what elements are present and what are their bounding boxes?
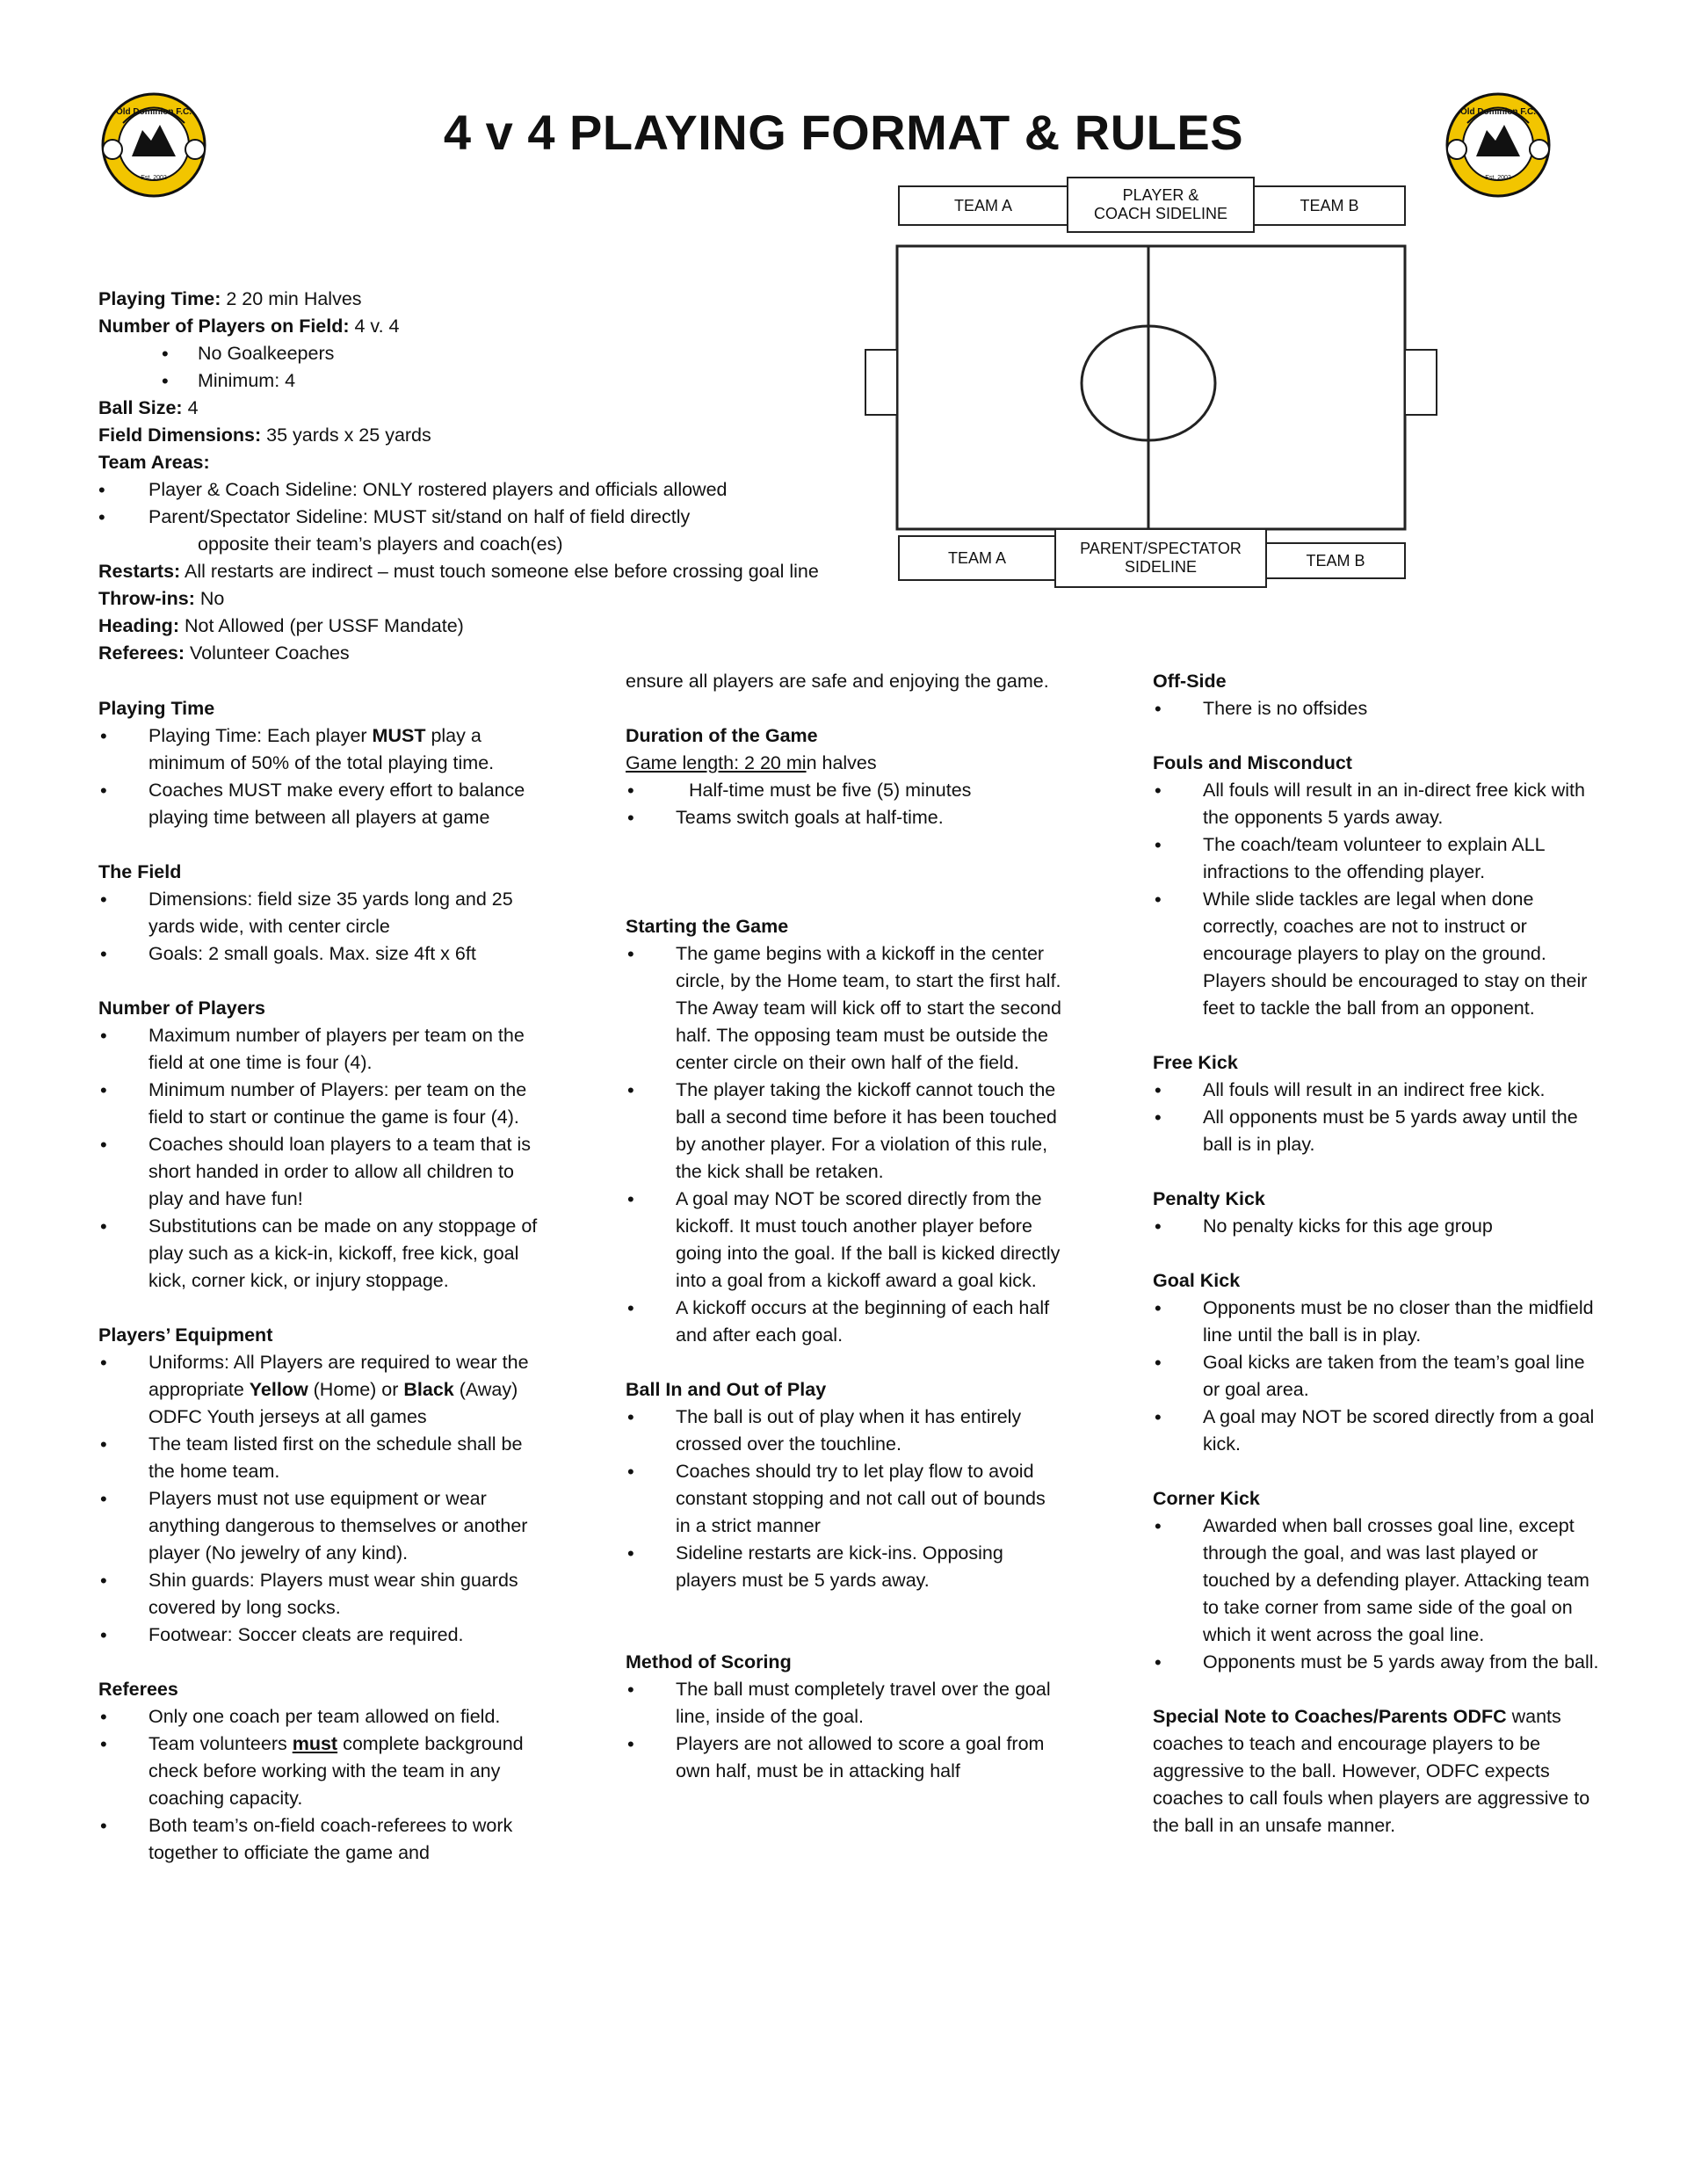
list-item <box>98 1349 538 1431</box>
section-playing-time <box>98 695 538 831</box>
list-item: • Half-time must be five (5) minutes <box>626 777 1065 804</box>
list-item: • Minimum number of Players: per team on the field to start or continue the game is four (4). <box>98 1077 538 1131</box>
section-heading: Method of Scoring <box>626 1651 792 1672</box>
sideline-label-line: PLAYER & <box>1122 186 1199 204</box>
team-a-top-label: TEAM A <box>953 196 1012 214</box>
section-duration <box>626 722 1065 831</box>
section-heading: Starting the Game <box>626 916 789 937</box>
info-label: Referees: <box>98 642 185 664</box>
field-diagram <box>857 176 1524 593</box>
player-coach-sideline-label <box>1068 178 1254 232</box>
list-item: • Minimum: 4 <box>98 367 907 395</box>
section-heading: Players’ Equipment <box>98 1324 273 1346</box>
text-run: Game length: 2 20 mi <box>626 752 807 773</box>
continued-text: ensure all players are safe and enjoying the game. <box>626 671 1049 692</box>
section-special-note <box>1153 1703 1601 1839</box>
section-goal-kick <box>1153 1267 1601 1458</box>
section-heading: Fouls and Misconduct <box>1153 752 1352 773</box>
list-item: • Opponents must be 5 yards away from the ball. <box>1153 1649 1601 1676</box>
info-label: Throw-ins: <box>98 588 195 609</box>
text-run: Uniforms: All Players are required to wear the appropriate <box>148 1352 529 1400</box>
list-item: • Both team’s on-field coach-referees to work together to officiate the game and <box>98 1812 538 1867</box>
page-title: 4 v 4 PLAYING FORMAT & RULES <box>443 105 1244 160</box>
section-heading: Referees <box>98 1679 178 1700</box>
list-item: • A goal may NOT be scored directly from a goal kick. <box>1153 1404 1601 1458</box>
list-item: • Coaches should try to let play flow to avoid constant stopping and not call out of bounds in a strict manner <box>626 1458 1065 1540</box>
text-run: MUST <box>372 725 426 746</box>
info-value: 4 <box>182 397 199 418</box>
list-item: • Footwear: Soccer cleats are required. <box>98 1622 538 1649</box>
info-value: 2 20 min Halves <box>221 288 362 309</box>
field-dims-row <box>98 422 907 449</box>
text-run: Team volunteers <box>148 1733 293 1754</box>
list-item: • While slide tackles are legal when done correctly, coaches are not to instruct or encourage players to play on the ground. Players should be encouraged to stay on their feet to tackle the ball from an opponent. <box>1153 886 1601 1022</box>
list-item: • The team listed first on the schedule shall be the home team. <box>98 1431 538 1485</box>
section-field <box>98 859 538 968</box>
list-item: • Teams switch goals at half-time. <box>626 804 1065 831</box>
section-offside <box>1153 668 1601 722</box>
list-item: • No penalty kicks for this age group <box>1153 1213 1601 1240</box>
info-label: Ball Size: <box>98 397 183 418</box>
logo-est: Est. 2002 <box>1485 175 1511 181</box>
info-label: Team Areas: <box>98 452 210 473</box>
info-label: Heading: <box>98 615 179 636</box>
text-run: Special Note to Coaches/Parents ODFC <box>1153 1706 1507 1727</box>
team-a-bottom-label: TEAM A <box>947 548 1006 567</box>
rules-column-3 <box>1153 668 1601 1867</box>
info-value: All restarts are indirect – must touch someone else before crossing goal line <box>180 561 819 582</box>
team-areas-row <box>98 449 907 476</box>
info-label: Playing Time: <box>98 288 221 309</box>
spacer <box>626 1622 1065 1649</box>
section-fouls <box>1153 750 1601 1022</box>
list-item: • The player taking the kickoff cannot touch the ball a second time before it has been touched by another player. For a violation of this rule, the kick shall be retaken. <box>626 1077 1065 1186</box>
list-item: • No Goalkeepers <box>98 340 907 367</box>
list-item: • A goal may NOT be scored directly from the kickoff. It must touch another player before going into the goal. If the ball is kicked directly into a goal from a kickoff award a goal kick. <box>626 1186 1065 1295</box>
section-free-kick <box>1153 1049 1601 1158</box>
text-run: wants coaches to teach and encourage players to be aggressive to the ball. However, ODFC expects coaches to call fouls when players are aggressive to the ball in an unsafe manner. <box>1153 1706 1590 1836</box>
list-item: • Shin guards: Players must wear shin guards covered by long socks. <box>98 1567 538 1622</box>
referees-row <box>98 640 907 667</box>
list-item: • Players must not use equipment or wear anything dangerous to themselves or another player (No jewelry of any kind). <box>98 1485 538 1567</box>
list-item: • The coach/team volunteer to explain ALL infractions to the offending player. <box>1153 831 1601 886</box>
logo-text: Old Dominion F.C. <box>115 107 192 117</box>
list-item: • Player & Coach Sideline: ONLY rostered players and officials allowed <box>98 476 907 504</box>
list-item: • Goal kicks are taken from the team’s goal line or goal area. <box>1153 1349 1601 1404</box>
section-continued <box>626 668 1065 695</box>
list-item <box>98 722 538 777</box>
section-heading: The Field <box>98 861 182 882</box>
rules-column-1 <box>98 668 538 1894</box>
list-item: • All fouls will result in an indirect free kick. <box>1153 1077 1601 1104</box>
list-item: • Maximum number of players per team on the field at one time is four (4). <box>98 1022 538 1077</box>
text-run: Black <box>403 1379 454 1400</box>
section-ball-in-out <box>626 1376 1065 1594</box>
ball-size-row <box>98 395 907 422</box>
section-heading: Free Kick <box>1153 1052 1238 1073</box>
info-value: 4 v. 4 <box>349 316 400 337</box>
section-starting <box>626 913 1065 1349</box>
section-corner-kick <box>1153 1485 1601 1676</box>
team-b-top-label: TEAM B <box>1300 196 1359 214</box>
text-run: play a minimum of 50% of the total playing time. <box>148 725 495 773</box>
info-value: No <box>194 588 225 609</box>
playing-time-row <box>98 286 907 313</box>
list-item: • Coaches should loan players to a team that is short handed in order to allow all children to play and have fun! <box>98 1131 538 1213</box>
info-value: Not Allowed (per USSF Mandate) <box>178 615 464 636</box>
info-value: Volunteer Coaches <box>185 642 350 664</box>
sideline-label-line: COACH SIDELINE <box>1093 205 1228 222</box>
section-heading: Goal Kick <box>1153 1270 1241 1291</box>
list-item <box>98 1731 538 1812</box>
num-players-row <box>98 313 907 340</box>
section-penalty-kick <box>1153 1186 1601 1240</box>
list-item: • The ball must completely travel over the goal line, inside of the goal. <box>626 1676 1065 1731</box>
throw-ins-row <box>98 585 907 613</box>
parent-spectator-sideline-label <box>1055 529 1266 587</box>
section-heading: Duration of the Game <box>626 725 818 746</box>
text-run: must <box>292 1733 338 1754</box>
logo-est: Est. 2002 <box>141 175 167 181</box>
list-item: • Only one coach per team allowed on field. <box>98 1703 538 1731</box>
info-value: 35 yards x 25 yards <box>261 424 431 446</box>
list-item: • All opponents must be 5 yards away until the ball is in play. <box>1153 1104 1601 1158</box>
team-b-bottom-label: TEAM B <box>1306 551 1365 570</box>
list-item: • Players are not allowed to score a goal from own half, must be in attacking half <box>626 1731 1065 1785</box>
text-run: Yellow <box>249 1379 308 1400</box>
list-item: • A kickoff occurs at the beginning of each half and after each goal. <box>626 1295 1065 1349</box>
list-item: • There is no offsides <box>1153 695 1601 722</box>
list-item: • The game begins with a kickoff in the center circle, by the Home team, to start the first half. The Away team will kick off to start the second half. The opposing team must be outside the center circle on their own half of the field. <box>626 940 1065 1077</box>
list-item: • Substitutions can be made on any stoppage of play such as a kick-in, kickoff, free kick, goal kick, corner kick, or injury stoppage. <box>98 1213 538 1295</box>
section-heading: Playing Time <box>98 698 215 719</box>
rules-column-2 <box>626 668 1065 1812</box>
list-item: • Sideline restarts are kick-ins. Opposing players must be 5 yards away. <box>626 1540 1065 1594</box>
section-heading: Number of Players <box>98 998 265 1019</box>
special-note <box>1153 1703 1601 1839</box>
spacer <box>626 859 1065 913</box>
list-item: • Opponents must be no closer than the midfield line until the ball is in play. <box>1153 1295 1601 1349</box>
info-label: Field Dimensions: <box>98 424 262 446</box>
list-item: • Parent/Spectator Sideline: MUST sit/stand on half of field directly <box>98 504 907 531</box>
list-item-continued: opposite their team’s players and coach(es) <box>198 533 563 555</box>
section-heading: Penalty Kick <box>1153 1188 1265 1209</box>
section-scoring <box>626 1649 1065 1785</box>
section-referees <box>98 1676 538 1867</box>
game-length <box>626 750 1065 777</box>
list-item: • Coaches MUST make every effort to balance playing time between all players at game <box>98 777 538 831</box>
text-run: n halves <box>806 752 877 773</box>
heading-row <box>98 613 907 640</box>
text-run: Playing Time: Each player <box>148 725 373 746</box>
restarts-row <box>98 558 907 585</box>
section-heading: Off-Side <box>1153 671 1227 692</box>
summary-info <box>98 286 907 667</box>
text-run: (Away) ODFC Youth jerseys at all games <box>148 1379 518 1427</box>
section-heading: Corner Kick <box>1153 1488 1260 1509</box>
section-equipment <box>98 1322 538 1649</box>
sideline-label-line: PARENT/SPECTATOR <box>1080 540 1242 557</box>
section-number-of-players <box>98 995 538 1295</box>
list-item: • The ball is out of play when it has entirely crossed over the touchline. <box>626 1404 1065 1458</box>
logo-text: Old Dominion F.C. <box>1459 107 1537 117</box>
list-item: • Goals: 2 small goals. Max. size 4ft x 6ft <box>98 940 538 968</box>
list-item: • All fouls will result in an in-direct free kick with the opponents 5 yards away. <box>1153 777 1601 831</box>
list-item: • Awarded when ball crosses goal line, except through the goal, and was last played or touched by a defending player. Attacking team to take corner from same side of the goal on which it went across the goal line. <box>1153 1513 1601 1649</box>
info-label: Restarts: <box>98 561 181 582</box>
list-item: • Dimensions: field size 35 yards long and 25 yards wide, with center circle <box>98 886 538 940</box>
text-run: complete background check before working with the team in any coaching capacity. <box>148 1733 524 1809</box>
section-heading: Ball In and Out of Play <box>626 1379 827 1400</box>
text-run: (Home) or <box>308 1379 404 1400</box>
info-label: Number of Players on Field: <box>98 316 350 337</box>
sideline-label-line: SIDELINE <box>1124 558 1198 576</box>
